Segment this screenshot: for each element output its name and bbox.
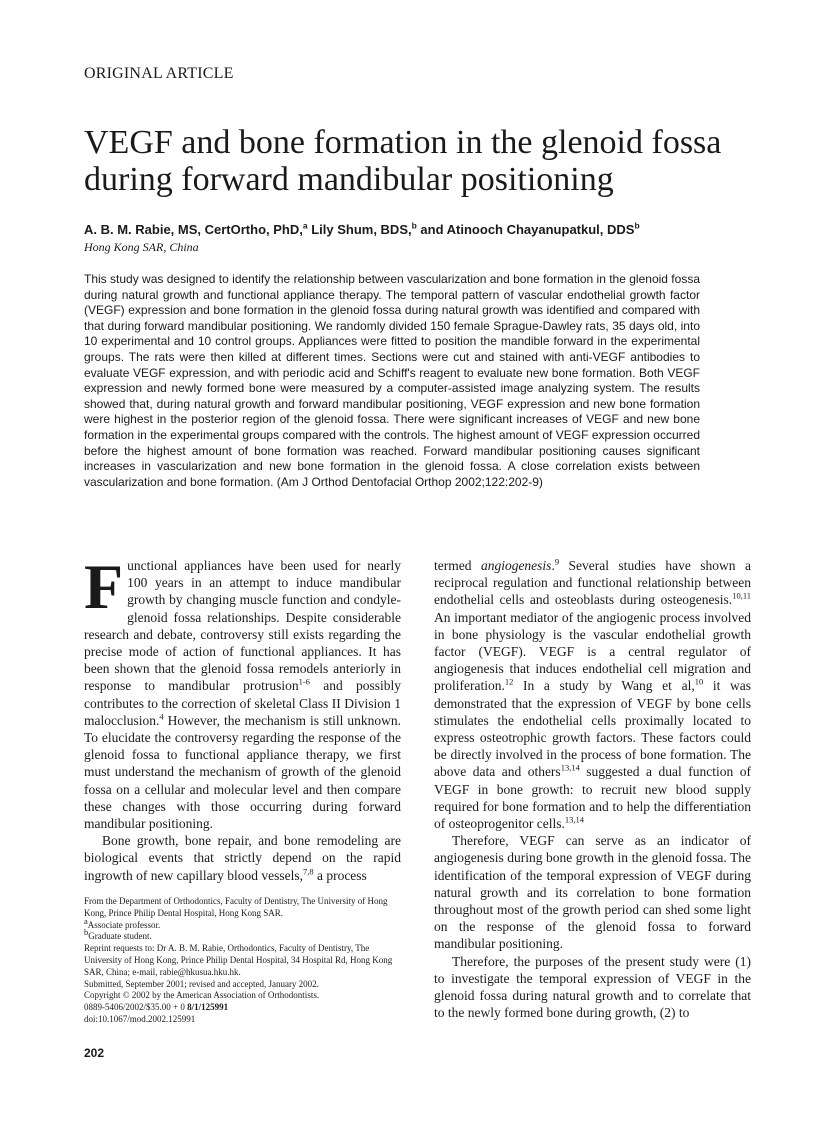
- author-shum-mark: b: [411, 220, 417, 231]
- text-run: Several studies have shown a reciprocal regulation and functional relationship between endothelial cells and osteoblasts during osteogenesis.: [434, 558, 751, 608]
- footnote-doi: doi:10.1067/mod.2002.125991: [84, 1013, 196, 1024]
- author-chayanupatkul-mark: b: [634, 220, 640, 231]
- footnote-mark: b: [84, 927, 89, 938]
- text-run: a process: [313, 867, 367, 883]
- issn-id: 8/1/125991: [187, 1002, 229, 1013]
- author-chayanupatkul: and Atinooch Chayanupatkul, DDS: [416, 222, 635, 237]
- abstract: This study was designed to identify the relationship between vascularization and bone formation in the glenoid fossa during natural growth and functional appliance therapy. The temporal pattern of vascular endothelial growth factor (VEGF) expression and bone formation in the glenoid fossa during natural growth was identified and compared with that during forward mandibular positioning. We randomly divided 150 female Sprague-Dawley rats, 35 days old, into 10 experimental and 10 control groups. Appliances were fitted to position the mandible forward in the experimental groups. The rats were then killed at different times. Sections were cut and stained with anti-VEGF antibodies to evaluate VEGF expression, and with periodic acid and Schiff's reagent to evaluate new bone formation. Both VEGF expression and newly formed bone were measured by a computer-assisted image analyzing system. The results showed that, during natural growth and forward mandibular positioning, VEGF expression and new bone formation were highest in the posterior region of the glenoid fossa. There were significant increases of VEGF and new bone formation in the experimental groups compared with the controls. The highest amount of VEGF expression occurred before the highest amount of bone formation was reached. Forward mandibular positioning causes significant increases in vascularization and new bone formation in the glenoid fossa. A close correlation exists between vascularization and bone formation. (Am J Orthod Dentofacial Orthop 2002;122:202-9): [84, 272, 700, 489]
- body-column-right: [434, 557, 751, 1021]
- text-run: In a study by Wang et al,: [513, 678, 695, 694]
- text-run: .: [551, 558, 555, 573]
- section-label: ORIGINAL ARTICLE: [84, 65, 234, 82]
- footnote-submitted: Submitted, September 2001; revised and accepted, January 2002.: [84, 978, 319, 989]
- author-list: [84, 222, 640, 237]
- page-number: 202: [84, 1046, 105, 1060]
- citation: 9: [554, 556, 560, 567]
- footnote-graduate: [84, 927, 402, 943]
- emphasis-term: angiogenesis: [480, 558, 552, 573]
- intro-paragraph-1: [84, 551, 401, 832]
- footnote-associate: [84, 915, 402, 932]
- text-run: and possibly contributes to the correction of skeletal Class II Division 1 malocclusion.: [84, 678, 401, 728]
- text-run: unctional appliances have been used for nearly 100 years in an attempt to induce mandibular growth by changing muscle function and condyle-glenoid fossa relationships. Despite considerable research and debate, controversy still exists regarding the precise mode of action of functional appliances. It has been shown that the glenoid fossa remodels anteriorly in response to mandibular protrusion: [84, 558, 401, 694]
- footnote-reprint: Reprint requests to: Dr A. B. M. Rabie, Orthodontics, Faculty of Dentistry, The University of Hong Kong, Prince Philip Dental Hospital, 34 Hospital Rd, Hong Kong SAR, China; e-mail, rabie@hkusua.hku.hk.: [84, 943, 393, 977]
- text-run: termed: [434, 558, 481, 573]
- intro-paragraph-5: Therefore, the purposes of the present study were (1) to investigate the temporal expression of VEGF in the glenoid fossa during natural growth and to correlate that to the newly formed bone during growth, (2) to: [434, 953, 751, 1021]
- article-title: VEGF and bone formation in the glenoid fossa during forward mandibular positioning: [84, 124, 722, 198]
- text-run: However, the mechanism is still unknown. To elucidate the controversy regarding the response of the glenoid fossa to functional appliance therapy, we first must understand the mechanism of growth of the glenoid fossa on a cellular and molecular level and then compare these changes with those occurring during forward mandibular positioning.: [84, 712, 401, 832]
- author-shum: Lily Shum, BDS,: [307, 222, 412, 237]
- affiliation: Hong Kong SAR, China: [84, 240, 199, 254]
- intro-paragraph-3: [434, 557, 751, 832]
- citation: 1-6: [298, 676, 310, 687]
- body-column-left: [84, 551, 401, 884]
- footnote-mark: a: [84, 915, 88, 926]
- citation: 10,11: [732, 590, 751, 601]
- citation: 12: [504, 676, 514, 687]
- issn-code: 0889-5406/2002/$35.00 + 0: [84, 1002, 188, 1013]
- citation: 4: [159, 711, 164, 722]
- text-run: Bone growth, bone repair, and bone remodeling are biological events that strictly depend on the rapid ingrowth of new capillary blood vessels,: [84, 833, 401, 883]
- footnote-department: From the Department of Orthodontics, Faculty of Dentistry, The University of Hong Kong, Prince Philip Dental Hospital, Hong Kong SAR.: [84, 896, 388, 918]
- citation: 13,14: [564, 814, 584, 825]
- citation: 10: [694, 676, 704, 687]
- intro-paragraph-2: [84, 832, 401, 884]
- text-run: it was demonstrated that the expression of VEGF by bone cells stimulates the endothelial cells proximally located to express osteotrophic growth factors. These factors could be directly involved in the process of bone formation. The above data and others: [434, 678, 752, 780]
- author-rabie: A. B. M. Rabie, MS, CertOrtho, PhD,: [84, 222, 303, 237]
- footnote-text: Associate professor.: [87, 919, 161, 930]
- text-run: suggested a dual function of VEGF in bone growth: to recruit new blood supply required for bone formation and to help the differentiation of osteoprogenitor cells.: [434, 764, 751, 832]
- footnote-copyright: Copyright © 2002 by the American Association of Orthodontists.: [84, 990, 320, 1001]
- citation: 7,8: [302, 866, 314, 877]
- footnote-text: Graduate student.: [88, 931, 152, 942]
- author-rabie-mark: a: [302, 220, 308, 231]
- footnotes: [84, 896, 402, 1026]
- footnote-issn: [84, 1002, 402, 1014]
- text-run: An important mediator of the angiogenic process involved in bone physiology is the vascular endothelial growth factor (VEGF). VEGF is a central regulator of angiogenesis that induces endothelial cell migration and proliferation.: [434, 609, 751, 694]
- citation: 13,14: [560, 762, 580, 773]
- intro-paragraph-4: Therefore, VEGF can serve as an indicator of angiogenesis during bone growth in the glenoid fossa. The identification of the temporal expression of VEGF during natural growth and its correlation to bone formation throughout most of the growth period can shed some light on the response of the glenoid fossa to forward mandibular positioning.: [434, 833, 751, 952]
- drop-cap: F: [84, 551, 124, 622]
